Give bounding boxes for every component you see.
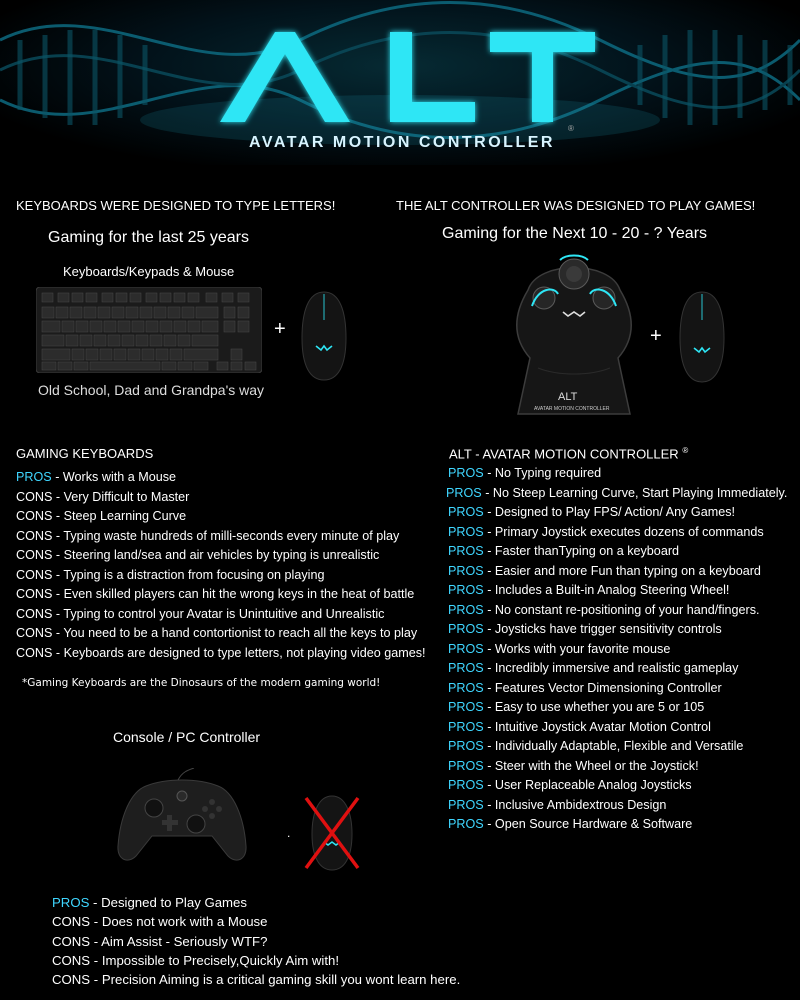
item-tag: PROS bbox=[448, 641, 484, 656]
item-tag: CONS bbox=[16, 567, 53, 582]
left-subheading: Gaming for the last 25 years bbox=[48, 229, 249, 246]
mouse-image-right bbox=[678, 290, 726, 389]
list-item bbox=[448, 796, 787, 816]
plus-sign-right: + bbox=[650, 325, 662, 347]
alt-controller-icon bbox=[508, 250, 640, 420]
list-item bbox=[448, 620, 787, 640]
plus-sign-left: + bbox=[274, 318, 286, 340]
item-text: - Steering land/sea and air vehicles by typing is unrealistic bbox=[52, 548, 380, 562]
list-item bbox=[448, 542, 787, 562]
item-text: - Steer with the Wheel or the Joystick! bbox=[483, 758, 699, 773]
crossed-mouse-image bbox=[302, 792, 362, 879]
item-text: - Typing waste hundreds of milli-seconds every minute of play bbox=[52, 528, 400, 543]
item-tag: CONS bbox=[52, 972, 91, 988]
item-text: - Open Source Hardware & Software bbox=[483, 817, 693, 831]
right-heading: THE ALT CONTROLLER WAS DESIGNED TO PLAY GAMES! bbox=[396, 198, 756, 213]
list-item bbox=[448, 503, 787, 523]
item-tag: CONS bbox=[16, 626, 53, 640]
item-text: - Very Difficult to Master bbox=[52, 489, 190, 504]
list-item bbox=[16, 605, 426, 625]
item-text: - No Typing required bbox=[483, 466, 602, 480]
alt-section-title bbox=[449, 446, 688, 461]
list-item bbox=[16, 644, 426, 664]
item-text: - Even skilled players can hit the wrong keys in the heat of battle bbox=[52, 587, 415, 601]
item-text: - Works with your favorite mouse bbox=[483, 641, 671, 656]
item-text: - No Steep Learning Curve, Start Playing Immediately. bbox=[481, 485, 788, 500]
list-item bbox=[16, 468, 426, 488]
item-tag: CONS bbox=[16, 606, 53, 621]
alt-section-registered: ® bbox=[682, 446, 689, 455]
item-tag: PROS bbox=[448, 700, 484, 714]
item-text: - Incredibly immersive and realistic gameplay bbox=[483, 661, 739, 675]
item-tag: PROS bbox=[448, 622, 484, 636]
header-subtitle: AVATAR MOTION CONTROLLER bbox=[249, 134, 555, 151]
item-text: - Primary Joystick executes dozens of commands bbox=[483, 524, 764, 539]
item-text: - Works with a Mouse bbox=[51, 470, 177, 484]
list-item bbox=[52, 893, 460, 912]
item-tag: PROS bbox=[448, 602, 484, 617]
keyboard-caption: Old School, Dad and Grandpa's way bbox=[38, 382, 265, 398]
list-item bbox=[448, 562, 787, 582]
item-tag: CONS bbox=[52, 933, 91, 949]
item-text: - Features Vector Dimensioning Controller bbox=[483, 680, 722, 695]
item-text: - No constant re-positioning of your hand/fingers. bbox=[483, 602, 760, 617]
mouse-icon bbox=[678, 290, 726, 384]
item-tag: PROS bbox=[16, 470, 52, 484]
list-item bbox=[16, 507, 426, 527]
device-logo-text: ALT bbox=[558, 391, 578, 403]
device-logo-subtext: AVATAR MOTION CONTROLLER bbox=[534, 406, 610, 412]
item-text: - Easier and more Fun than typing on a keyboard bbox=[483, 563, 761, 578]
item-tag: PROS bbox=[448, 778, 484, 792]
list-item bbox=[448, 659, 787, 679]
item-text: - Typing is a distraction from focusing on playing bbox=[52, 567, 325, 582]
gaming-keyboards-title: GAMING KEYBOARDS bbox=[16, 446, 154, 461]
item-text: - Inclusive Ambidextrous Design bbox=[483, 797, 667, 812]
item-tag: CONS bbox=[16, 528, 53, 543]
item-text: - Impossible to Precisely,Quickly Aim with! bbox=[90, 952, 340, 968]
item-text: - Easy to use whether you are 5 or 105 bbox=[483, 700, 705, 714]
keyboard-footnote: *Gaming Keyboards are the Dinosaurs of the modern gaming world! bbox=[22, 677, 381, 689]
mouse-image-left bbox=[300, 290, 348, 387]
item-text: - Individually Adaptable, Flexible and Versatile bbox=[483, 739, 744, 753]
list-item bbox=[16, 546, 426, 566]
item-tag: PROS bbox=[448, 583, 484, 597]
item-tag: PROS bbox=[448, 524, 484, 539]
item-tag: CONS bbox=[16, 509, 53, 523]
left-heading: KEYBOARDS WERE DESIGNED TO TYPE LETTERS! bbox=[16, 198, 336, 213]
console-title: Console / PC Controller bbox=[113, 729, 261, 745]
item-tag: PROS bbox=[448, 758, 484, 773]
list-item bbox=[52, 951, 460, 970]
item-tag: PROS bbox=[448, 505, 484, 519]
list-item bbox=[448, 757, 787, 777]
item-text: - Typing to control your Avatar is Unintuitive and Unrealistic bbox=[52, 606, 385, 621]
item-text: - Designed to Play FPS/ Action/ Any Games! bbox=[483, 505, 735, 519]
item-text: - Precision Aiming is a critical gaming skill you wont learn here. bbox=[90, 972, 461, 988]
item-tag: PROS bbox=[448, 817, 484, 831]
list-item bbox=[446, 484, 787, 504]
item-text: - Keyboards are designed to type letters, not playing video games! bbox=[52, 645, 426, 660]
item-text: - Aim Assist - Seriously WTF? bbox=[90, 933, 268, 949]
item-tag: CONS bbox=[16, 587, 53, 601]
item-text: - Designed to Play Games bbox=[89, 895, 247, 910]
item-tag: PROS bbox=[448, 544, 484, 558]
item-text: - Includes a Built-in Analog Steering Wheel! bbox=[483, 583, 730, 597]
list-item bbox=[448, 718, 787, 738]
item-text: - User Replaceable Analog Joysticks bbox=[483, 778, 692, 792]
item-tag: PROS bbox=[448, 719, 484, 734]
alt-section-title-text: ALT - AVATAR MOTION CONTROLLER bbox=[449, 446, 679, 462]
right-subheading: Gaming for the Next 10 - 20 - ? Years bbox=[442, 225, 708, 242]
list-item bbox=[16, 527, 426, 547]
item-text: - Intuitive Joystick Avatar Motion Control bbox=[483, 719, 711, 734]
list-item bbox=[448, 523, 787, 543]
list-item bbox=[448, 737, 787, 757]
item-tag: PROS bbox=[448, 563, 484, 578]
list-item bbox=[448, 679, 787, 699]
list-item bbox=[16, 488, 426, 508]
item-tag: PROS bbox=[448, 739, 484, 753]
item-tag: CONS bbox=[16, 548, 53, 562]
item-text: - You need to be a hand contortionist to reach all the keys to play bbox=[52, 626, 418, 640]
item-text: - Steep Learning Curve bbox=[52, 509, 187, 523]
list-item bbox=[448, 698, 787, 718]
list-item bbox=[448, 464, 787, 484]
item-tag: PROS bbox=[448, 680, 484, 695]
item-tag: PROS bbox=[52, 895, 90, 910]
alt-logo-mark bbox=[200, 22, 600, 132]
list-item bbox=[448, 640, 787, 660]
item-tag: CONS bbox=[16, 489, 53, 504]
mouse-icon bbox=[300, 290, 348, 382]
item-tag: CONS bbox=[52, 914, 91, 930]
item-tag: CONS bbox=[52, 952, 91, 968]
keyboard-icon bbox=[36, 287, 262, 373]
header-registered-mark: ® bbox=[568, 124, 574, 133]
gamepad-icon bbox=[116, 768, 248, 866]
item-text: - Faster thanTyping on a keyboard bbox=[483, 544, 680, 558]
list-item bbox=[52, 970, 460, 989]
item-tag: PROS bbox=[448, 466, 484, 480]
keyboard-label: Keyboards/Keypads & Mouse bbox=[63, 264, 235, 279]
list-item bbox=[448, 776, 787, 796]
list-item bbox=[448, 581, 787, 601]
list-item bbox=[16, 566, 426, 586]
keyboard-image bbox=[36, 287, 262, 378]
list-item bbox=[448, 815, 787, 835]
console-list bbox=[52, 893, 460, 989]
list-item bbox=[52, 912, 460, 931]
list-item bbox=[52, 932, 460, 951]
item-tag: PROS bbox=[446, 485, 482, 500]
item-text: - Does not work with a Mouse bbox=[90, 914, 268, 930]
console-dot: . bbox=[287, 826, 291, 840]
list-item bbox=[16, 585, 426, 605]
list-item bbox=[16, 624, 426, 644]
gaming-keyboards-list bbox=[16, 468, 426, 663]
item-tag: PROS bbox=[448, 661, 484, 675]
crossed-out-mouse-icon bbox=[302, 792, 362, 874]
item-tag: PROS bbox=[448, 797, 484, 812]
gamepad-image bbox=[116, 768, 248, 871]
alt-logo bbox=[200, 22, 600, 132]
alt-controller-image bbox=[508, 250, 640, 425]
item-tag: CONS bbox=[16, 645, 53, 660]
list-item bbox=[448, 601, 787, 621]
item-text: - Joysticks have trigger sensitivity controls bbox=[483, 622, 722, 636]
alt-pros-list bbox=[448, 464, 787, 835]
